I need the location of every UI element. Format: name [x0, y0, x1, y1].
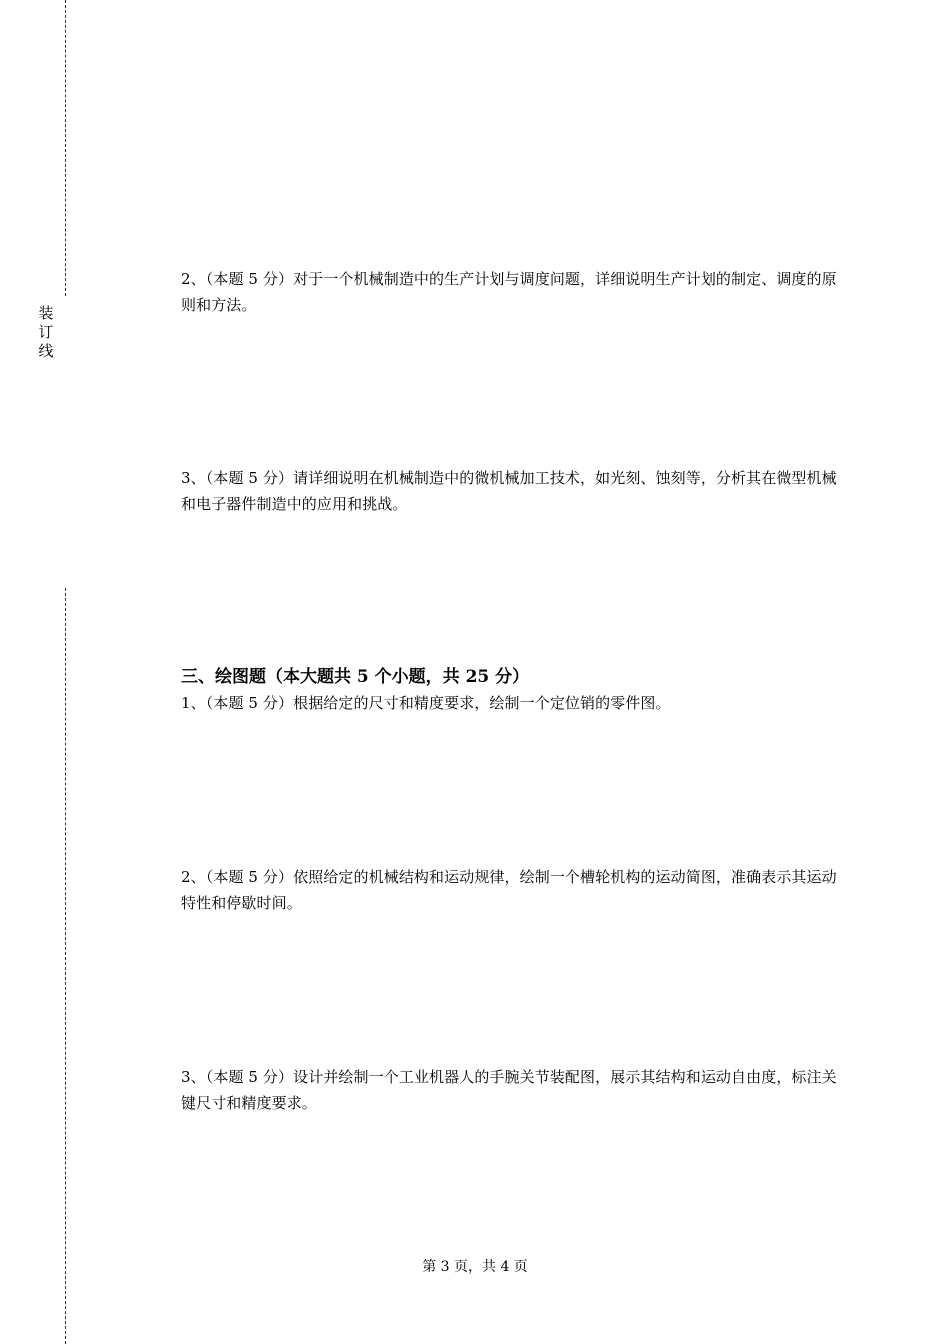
question-2-2: 2、（本题 5 分）对于一个机械制造中的生产计划与调度问题，详细说明生产计划的制定、调度的原则和方法。: [181, 270, 837, 314]
question-3-1: 1、（本题 5 分）根据给定的尺寸和精度要求，绘制一个定位销的零件图。: [181, 694, 671, 712]
binding-line-label: [36, 304, 56, 361]
binding-label-char: 订: [38, 323, 54, 341]
binding-dashed-line-top: [65, 0, 66, 296]
question-2-3: 3、（本题 5 分）请详细说明在机械制造中的微机械加工技术，如光刻、蚀刻等，分析其在微型机械和电子器件制造中的应用和挑战。: [181, 469, 837, 513]
section-3-title: 三、绘图题（本大题共 5 个小题，共 25 分）: [181, 667, 530, 687]
binding-dashed-line-bottom: [65, 588, 66, 1344]
question-3-2: 2、（本题 5 分）依照给定的机械结构和运动规律，绘制一个槽轮机构的运动简图，准确表示其运动特性和停歇时间。: [181, 868, 837, 912]
binding-label-char: 装: [38, 304, 54, 322]
binding-label-char: 线: [38, 342, 54, 360]
question-3-3: 3、（本题 5 分）设计并绘制一个工业机器人的手腕关节装配图，展示其结构和运动自由度，标注关键尺寸和精度要求。: [181, 1068, 837, 1112]
page-number: 第 3 页，共 4 页: [422, 1259, 528, 1275]
